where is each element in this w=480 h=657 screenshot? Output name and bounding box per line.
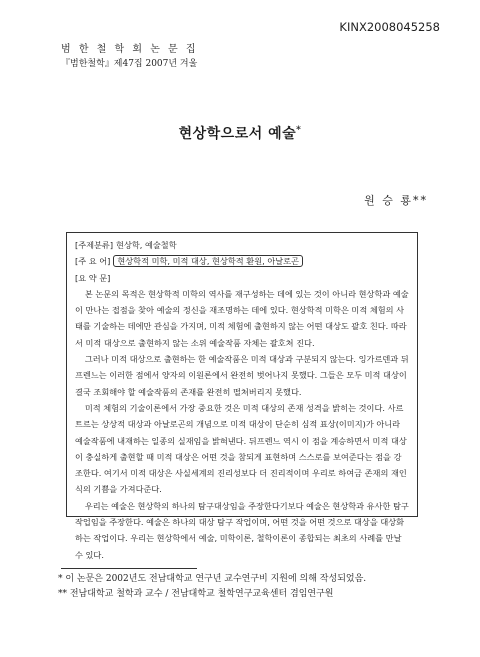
abstract-paragraph-4: 우리는 예술은 현상학의 하나의 탐구대상임을 주장한다기보다 예술은 현상학과 유사한 탐구 작업임을 주장한다. 예술은 하나의 대상 탐구 작업이며, 어떤 것을 어떤 것으로 대상을 대상화하는 작업이다. 우리는 현상학에서 예술, 미학이론, 철학이론이 종합되는 최초의 사례를 만날 수 있다. (75, 500, 409, 560)
footnote-1: * 이 논문은 2002년도 전남대학교 연구년 교수연구비 지원에 의해 작성되었음. (58, 574, 367, 584)
author-name: 원 승 룡** (364, 194, 428, 207)
title-footnote-mark: * (296, 125, 302, 136)
keywords-value: 현상학적 미학, 미적 대상, 현상학적 환원, 아날로곤 (113, 255, 303, 267)
abstract-paragraph-2: 그러나 미적 대상으로 출현하는 한 예술작품은 미적 대상과 구분되지 않는다. 잉가르덴과 뒤프렌느는 이러한 점에서 양자의 이원론에서 완전히 벗어나지 못했다. 그들은 모두 미적 대상이 결국 조회해야 할 예술작품의 존재를 완전히 떨쳐버리지 못했다. (75, 354, 409, 397)
subject-tag: [ 주제분류 ] (75, 237, 113, 253)
journal-issue: 『범한철학』제47집 2007년 겨울 (61, 58, 198, 69)
subject-row (75, 237, 409, 253)
footnote-2: ** 전남대학교 철학과 교수 / 전남대학교 철학연구교육센터 겸임연구원 (58, 589, 334, 599)
abstract-paragraph-1: 본 논문의 목적은 현상학적 미학의 역사를 재구성하는 데에 있는 것이 아니라 현상학과 예술이 만나는 접점을 찾아 예술의 정신을 재조명하는 데에 있다. 현상학적 미학은 미적 체험의 사태를 기술하는 데에만 관심을 가지며, 미적 체험에 출현하지 않는 어떤 대상도 괄호 친다. 따라서 미적 대상으로 출현하지 않는 소위 예술작품 자체는 괄호쳐 진다. (75, 288, 409, 348)
keywords-row (75, 253, 409, 269)
document-id: KINX2008045258 (339, 20, 440, 34)
journal-header (61, 43, 198, 71)
subject-value: 현상학, 예술철학 (116, 240, 177, 250)
keywords-tag: [ 주 요 어 ] (75, 253, 110, 269)
paper-title-text: 현상학으로서 예술 (178, 126, 297, 142)
summary-row (75, 270, 409, 286)
footnotes (58, 572, 366, 602)
abstract-paragraph-3: 미적 체험의 기술이론에서 가장 중요한 것은 미적 대상의 존재 성격을 밝히는 것이다. 사르트르는 상상적 대상과 아날로곤의 개념으로 미적 대상이 단순히 심적 표상(이미지)가 아니라 예술작품에 내재하는 일종의 실재임을 밝혀낸다. 뒤프렌느 역시 이 점을 계승하면서 미적 대상이 충실하게 출현할 때 미적 대상은 어떤 것을 참되게 표현하며 스스로를 보여준다는 점을 강조한다. 여기서 미적 대상은 사실세계의 진리성보다 더 진리적이며 우리로 하여금 존재의 재인식의 기쁨을 가져다준다. (75, 402, 407, 495)
footnote-divider (61, 568, 197, 569)
abstract-box (66, 232, 418, 560)
journal-name: 범 한 철 학 회 논 문 집 (61, 44, 199, 55)
summary-tag: [ 요 약 문 ] (75, 270, 110, 286)
paper-title (0, 123, 480, 143)
